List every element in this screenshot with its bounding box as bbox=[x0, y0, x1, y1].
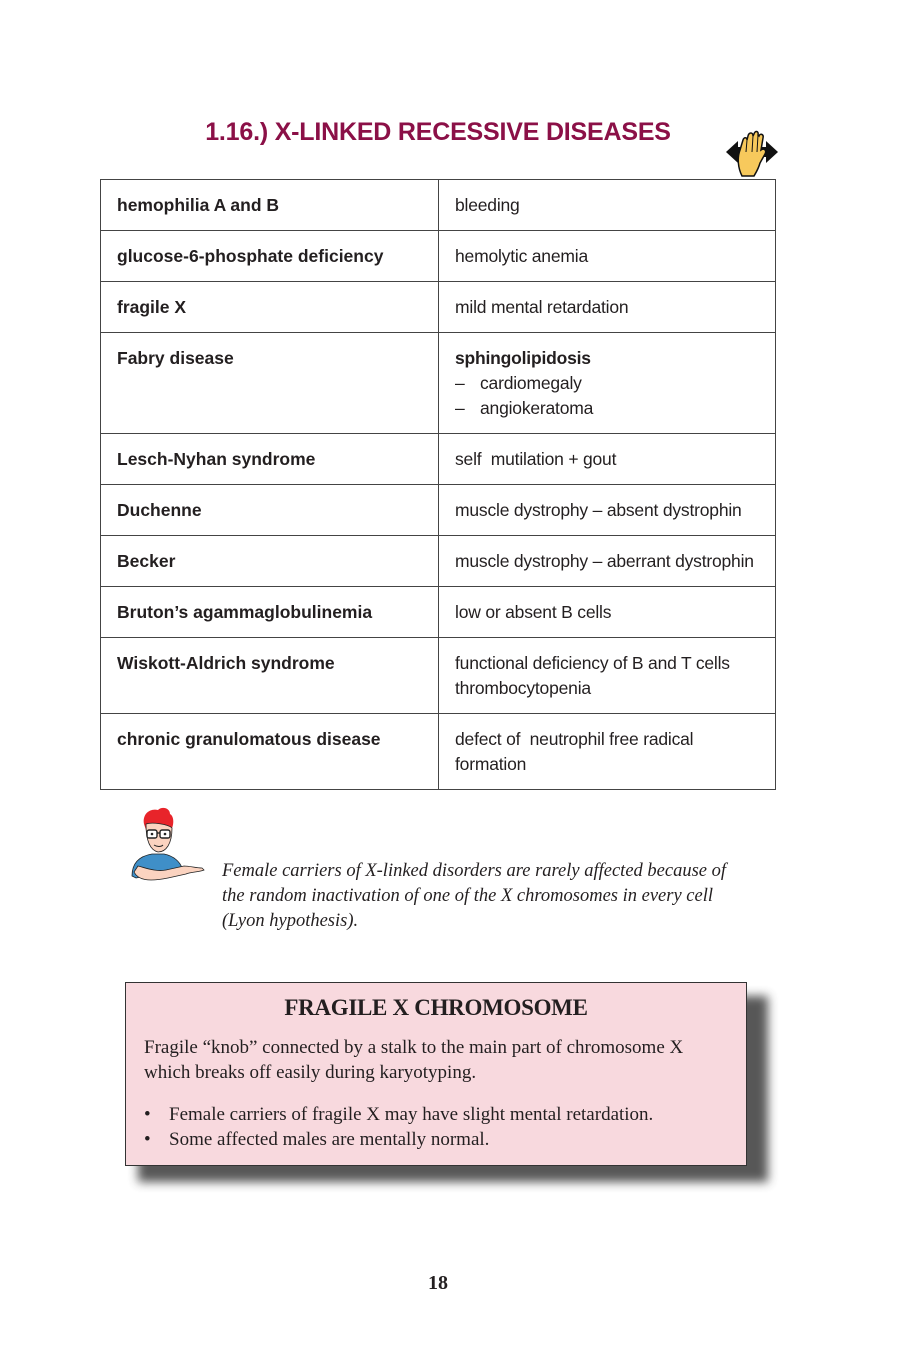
disease-feature bbox=[439, 333, 776, 434]
bullet-text: Some affected males are mentally normal. bbox=[169, 1129, 490, 1150]
disease-feature: mild mental retardation bbox=[439, 282, 776, 333]
table-row bbox=[101, 536, 776, 587]
feature-subitem-text: cardiomegaly bbox=[480, 373, 582, 393]
section-title: 1.16.) X-LINKED RECESSIVE DISEASES bbox=[205, 118, 671, 146]
feature-line: defect of neutrophil free radical bbox=[455, 729, 694, 749]
table-row bbox=[101, 714, 776, 790]
table-row bbox=[101, 638, 776, 714]
table-row bbox=[101, 333, 776, 434]
disease-name: hemophilia A and B bbox=[101, 180, 439, 231]
fragile-x-bullets bbox=[144, 1102, 746, 1152]
fragile-x-title: FRAGILE X CHROMOSOME bbox=[284, 995, 588, 1020]
feature-line: functional deficiency of B and T cells bbox=[455, 653, 730, 673]
bullet-item bbox=[144, 1127, 746, 1152]
disease-feature: hemolytic anemia bbox=[439, 231, 776, 282]
bullet-item bbox=[144, 1102, 746, 1127]
disease-feature: muscle dystrophy – aberrant dystrophin bbox=[439, 536, 776, 587]
disease-name: chronic granulomatous disease bbox=[101, 714, 439, 790]
disease-feature bbox=[439, 638, 776, 714]
disease-name: fragile X bbox=[101, 282, 439, 333]
feature-subitem-text: angiokeratoma bbox=[480, 398, 594, 418]
feature-heading: sphingolipidosis bbox=[455, 348, 591, 368]
bullet-icon: • bbox=[144, 1104, 151, 1125]
bullet-icon: • bbox=[144, 1129, 151, 1150]
table-row bbox=[101, 231, 776, 282]
disease-feature: bleeding bbox=[439, 180, 776, 231]
feature-line: formation bbox=[455, 754, 527, 774]
table-row bbox=[101, 180, 776, 231]
feature-subitem bbox=[455, 396, 759, 421]
table-row bbox=[101, 434, 776, 485]
disease-feature: self mutilation + gout bbox=[439, 434, 776, 485]
disease-name: Duchenne bbox=[101, 485, 439, 536]
x-linked-diseases-table bbox=[100, 179, 776, 790]
disease-name: glucose-6-phosphate deficiency bbox=[101, 231, 439, 282]
hand-with-arrows-icon bbox=[724, 128, 780, 178]
page-number: 18 bbox=[428, 1272, 448, 1294]
disease-name: Becker bbox=[101, 536, 439, 587]
table-row bbox=[101, 282, 776, 333]
feature-line: thrombocytopenia bbox=[455, 678, 591, 698]
fragile-x-box bbox=[125, 982, 747, 1166]
pointing-teacher-icon bbox=[128, 806, 208, 886]
disease-name: Wiskott-Aldrich syndrome bbox=[101, 638, 439, 714]
disease-name: Fabry disease bbox=[101, 333, 439, 434]
disease-feature: low or absent B cells bbox=[439, 587, 776, 638]
bullet-text: Female carriers of fragile X may have slight mental retardation. bbox=[169, 1104, 654, 1125]
disease-feature: muscle dystrophy – absent dystrophin bbox=[439, 485, 776, 536]
dash: – bbox=[455, 398, 465, 418]
dash: – bbox=[455, 373, 465, 393]
fragile-x-description: Fragile “knob” connected by a stalk to the main part of chromosome X which breaks off easily during karyotyping. bbox=[144, 1037, 684, 1083]
feature-subitem bbox=[455, 371, 759, 396]
disease-name: Bruton’s agammaglobulinemia bbox=[101, 587, 439, 638]
table-row bbox=[101, 587, 776, 638]
table-row bbox=[101, 485, 776, 536]
lyon-hypothesis-note: Female carriers of X-linked disorders are rarely affected because of the random inactivation of one of the X chromosomes in every cell (Lyon hypothesis). bbox=[222, 861, 726, 931]
disease-name: Lesch-Nyhan syndrome bbox=[101, 434, 439, 485]
disease-feature bbox=[439, 714, 776, 790]
